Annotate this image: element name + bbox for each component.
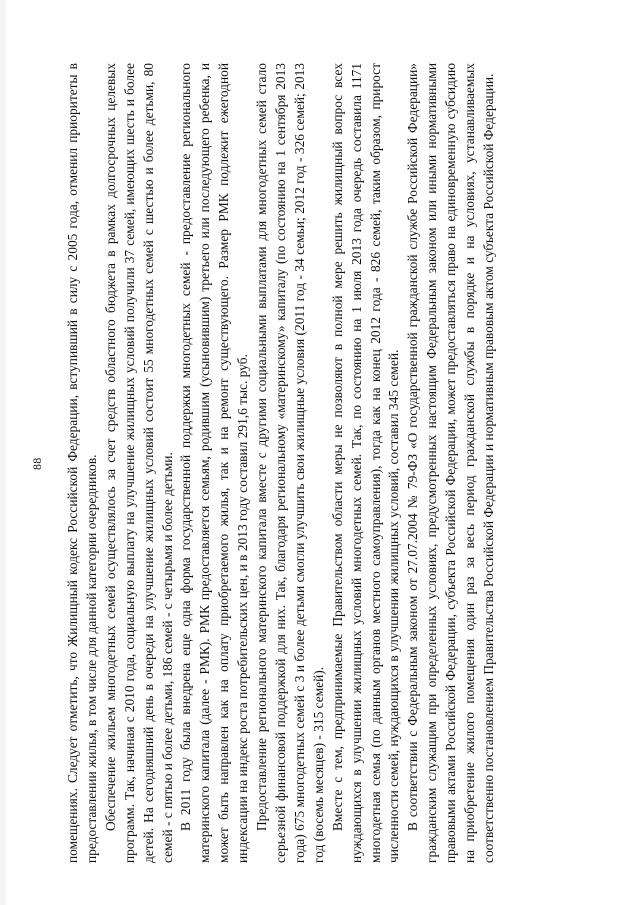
document-body <box>64 63 499 863</box>
paragraph-regional-maternity-capital: В 2011 году была внедрена еще одна форма государственной поддержки многодетных семей - предоставление регионального материнского капитала (далее - РМК). РМК предоставляется семьям, родившим (усыновившим) третьего или последующего ребенка, и может быть направлен как на оплату приобретаемого жилья, так и на ремонт существующего. Размер РМК подлежит ежегодной индексации на индекс роста потребительских цен, и в 2013 году составил 291,6 тыс. руб. <box>178 63 251 863</box>
paragraph-financial-support: Предоставление регионального материнского капитала вместе с другими социальными выплатами для многодетных семей стало серьезной финансовой поддержкой для них. Так, благодаря региональному «материнскому» капиталу (по состоянию на 1 сентября 2013 года) 675 многодетных семей с 3 и более детьми смогли улучшить свои жилищные условия (2011 год - 34 семьи; 2012 год - 326 семей; 2013 год (восемь месяцев) - 315 семей). <box>254 63 326 863</box>
paragraph-continuation: помещениях. Следует отметить, что Жилищный кодекс Российской Федерации, вступивший в силу с 2005 года, отменил приоритеты в предоставлении жилья, в том числе для данной категории очередников. <box>65 63 99 863</box>
paragraph-federal-law-subsidy: В соответствии с Федеральным законом от 27.07.2004 № 79-ФЗ «О государственной гражданской службе Российской Федерации» гражданским служащим при определенных условиях, предусмотренных настоящим Федеральным законом или иными нормативными правовыми актами Российской Федерации, субъекта Российской Федерации, может предоставляться право на единовременную субсидию на приобретение жилого помещения один раз за весь период гражданской службы в порядке и на условиях, устанавливаемых соответственно постановлением Правительства Российской Федерации и нормативным правовым актом субъекта Российской Федерации. <box>405 63 496 863</box>
rotated-document-page <box>30 63 496 863</box>
page-number: 88 <box>30 457 44 470</box>
paragraph-queue-statistics: Вместе с тем, предпринимаемые Правительством области меры не позволяют в полной мере решить жилищный вопрос всех нуждающихся в улучшении жилищных условий многодетных семей. Так, по состоянию на 1 июля 2013 года очередь составила 1171 многодетная семья (по данным органов местного самоуправления), тогда как на конец 2012 года - 826 семей, таким образом, прирост численности семей, нуждающихся в улучшении жилищных условий, составил 345 семей. <box>329 63 402 863</box>
paragraph-large-families-housing: Обеспечение жильем многодетных семей осуществлялось за счет средств областного бюджета в рамках долгосрочных целевых программ. Так, начиная с 2010 года, социальную выплату на улучшение жилищных условий получили 37 семей, имеющих шесть и более детей. На сегодняшний день в очереди на улучшение жилищных условий состоит 55 многодетных семей с шестью и более детьми, 80 семей - с пятью и более детьми, 186 семей - с четырьмя и более детьми. <box>102 63 175 863</box>
scan-edge-left <box>0 0 6 905</box>
